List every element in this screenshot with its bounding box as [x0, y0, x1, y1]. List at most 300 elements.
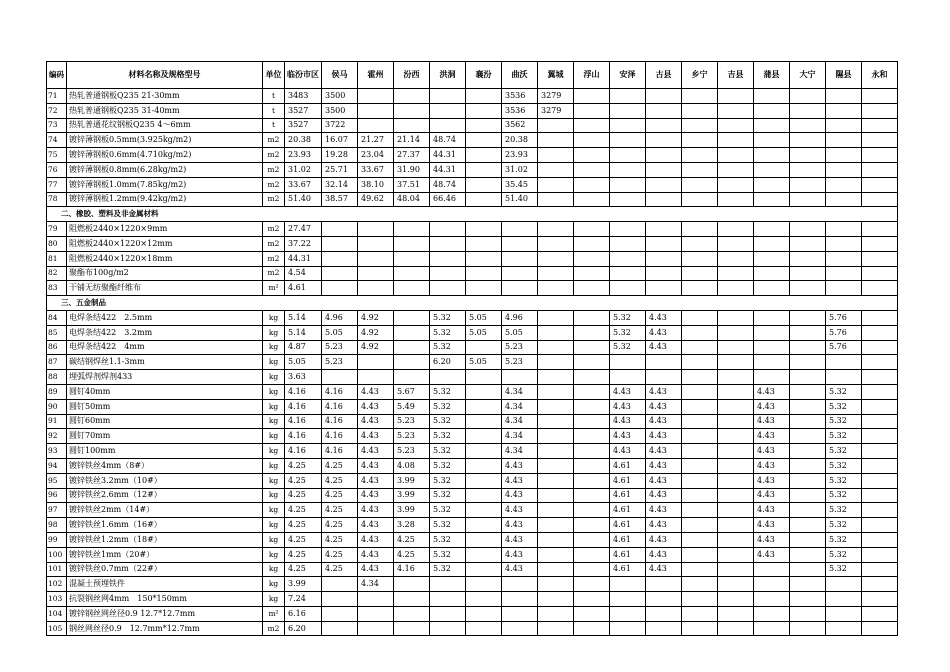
price-cell: 4.43: [646, 310, 682, 325]
price-cell: [826, 222, 862, 237]
price-cell: [538, 577, 574, 592]
price-cell: 4.61: [610, 488, 646, 503]
price-cell: [826, 118, 862, 133]
price-cell: 5.32: [826, 444, 862, 459]
price-cell: [682, 577, 718, 592]
price-cell: [466, 577, 502, 592]
price-cell: [646, 162, 682, 177]
price-cell: [682, 621, 718, 636]
price-cell: 5.32: [430, 532, 466, 547]
price-cell: [538, 133, 574, 148]
unit-cell: kg: [263, 414, 285, 429]
price-cell: [322, 222, 358, 237]
table-row: [47, 355, 898, 370]
price-cell: 4.61: [610, 518, 646, 533]
table-row: [47, 103, 898, 118]
column-header: 翼城: [538, 62, 574, 89]
item-code: 92: [47, 429, 67, 444]
price-cell: [322, 370, 358, 385]
price-cell: 4.43: [358, 547, 394, 562]
price-cell: [718, 355, 754, 370]
price-cell: [754, 236, 790, 251]
price-cell: 5.32: [826, 414, 862, 429]
price-cell: 4.43: [358, 414, 394, 429]
material-name: 混凝土预埋铁件: [67, 577, 263, 592]
price-cell: [826, 236, 862, 251]
unit-cell: kg: [263, 577, 285, 592]
price-cell: [826, 251, 862, 266]
section-row: [47, 207, 898, 222]
price-cell: 4.25: [285, 473, 322, 488]
price-cell: [682, 89, 718, 104]
price-cell: 44.31: [430, 148, 466, 163]
price-cell: [718, 103, 754, 118]
price-cell: [502, 621, 538, 636]
table-row: [47, 325, 898, 340]
price-cell: 5.32: [430, 325, 466, 340]
price-cell: [862, 222, 898, 237]
material-name: 圆钉60mm: [67, 414, 263, 429]
unit-cell: m2: [263, 177, 285, 192]
price-cell: 5.05: [322, 325, 358, 340]
material-name: 圆钉100mm: [67, 444, 263, 459]
price-cell: 23.04: [358, 148, 394, 163]
column-header: 曲沃: [502, 62, 538, 89]
price-cell: [610, 621, 646, 636]
table-row: [47, 429, 898, 444]
table-row: [47, 562, 898, 577]
price-cell: [394, 355, 430, 370]
price-cell: [322, 281, 358, 296]
material-name: 阻燃板2440×1220×12mm: [67, 236, 263, 251]
unit-cell: m2: [263, 192, 285, 207]
unit-cell: kg: [263, 518, 285, 533]
item-code: 74: [47, 133, 67, 148]
price-cell: 21.14: [394, 133, 430, 148]
price-cell: [862, 399, 898, 414]
price-cell: [790, 266, 826, 281]
price-cell: [790, 532, 826, 547]
price-cell: [358, 355, 394, 370]
price-cell: [538, 192, 574, 207]
price-cell: [574, 429, 610, 444]
material-name: 镀锌铁丝3.2mm（10#）: [67, 473, 263, 488]
price-cell: 4.43: [502, 473, 538, 488]
price-cell: 4.16: [285, 444, 322, 459]
price-cell: [394, 222, 430, 237]
price-cell: 5.05: [466, 355, 502, 370]
unit-cell: kg: [263, 532, 285, 547]
price-cell: [862, 518, 898, 533]
price-cell: 4.16: [322, 429, 358, 444]
price-cell: [826, 103, 862, 118]
price-cell: 16.07: [322, 133, 358, 148]
price-cell: 4.54: [285, 266, 322, 281]
item-code: 75: [47, 148, 67, 163]
price-cell: 4.43: [358, 503, 394, 518]
price-cell: [502, 606, 538, 621]
price-cell: [862, 458, 898, 473]
price-cell: 4.43: [754, 399, 790, 414]
price-cell: 3527: [285, 118, 322, 133]
price-cell: [826, 621, 862, 636]
price-cell: [862, 503, 898, 518]
price-cell: [358, 370, 394, 385]
unit-cell: kg: [263, 340, 285, 355]
price-cell: [718, 577, 754, 592]
item-code: 88: [47, 370, 67, 385]
price-cell: [574, 503, 610, 518]
material-name: 埋弧焊剂焊剂433: [67, 370, 263, 385]
table-row: [47, 177, 898, 192]
table-row: [47, 399, 898, 414]
price-cell: [862, 89, 898, 104]
price-cell: [826, 592, 862, 607]
price-cell: [466, 192, 502, 207]
item-code: 101: [47, 562, 67, 577]
price-cell: [502, 251, 538, 266]
price-cell: [682, 562, 718, 577]
price-cell: [610, 236, 646, 251]
price-cell: [538, 325, 574, 340]
material-name: 热轧普通花纹钢板Q235 4～6mm: [67, 118, 263, 133]
unit-cell: kg: [263, 488, 285, 503]
price-cell: [718, 384, 754, 399]
price-cell: 4.25: [322, 488, 358, 503]
price-cell: 4.43: [646, 429, 682, 444]
item-code: 96: [47, 488, 67, 503]
table-row: [47, 222, 898, 237]
price-cell: [574, 414, 610, 429]
price-cell: [826, 162, 862, 177]
material-name: 阻燃板2440×1220×18mm: [67, 251, 263, 266]
price-cell: [790, 325, 826, 340]
price-cell: [754, 592, 790, 607]
price-cell: [466, 236, 502, 251]
table-row: [47, 370, 898, 385]
column-header: 吉县: [718, 62, 754, 89]
price-cell: [862, 236, 898, 251]
price-cell: [718, 325, 754, 340]
price-cell: [682, 103, 718, 118]
price-cell: [826, 89, 862, 104]
price-cell: [682, 222, 718, 237]
price-cell: 48.74: [430, 177, 466, 192]
price-cell: 44.31: [430, 162, 466, 177]
price-cell: 6.20: [285, 621, 322, 636]
price-cell: 49.62: [358, 192, 394, 207]
price-cell: [394, 340, 430, 355]
price-cell: [790, 399, 826, 414]
price-cell: 4.25: [322, 532, 358, 547]
material-name: 圆钉40mm: [67, 384, 263, 399]
price-cell: [538, 310, 574, 325]
price-cell: [862, 310, 898, 325]
price-cell: [430, 236, 466, 251]
price-cell: [394, 577, 430, 592]
price-cell: 5.23: [322, 355, 358, 370]
price-cell: [358, 592, 394, 607]
price-cell: 5.32: [430, 414, 466, 429]
price-cell: [718, 192, 754, 207]
item-code: 83: [47, 281, 67, 296]
price-cell: [574, 458, 610, 473]
price-cell: [682, 606, 718, 621]
price-cell: [790, 488, 826, 503]
price-cell: 5.76: [826, 340, 862, 355]
price-cell: [358, 621, 394, 636]
price-cell: 5.32: [826, 429, 862, 444]
price-cell: [610, 162, 646, 177]
price-cell: [610, 281, 646, 296]
price-cell: [862, 148, 898, 163]
price-cell: [862, 621, 898, 636]
price-cell: [502, 222, 538, 237]
price-cell: [754, 370, 790, 385]
price-cell: [610, 370, 646, 385]
price-cell: [538, 399, 574, 414]
price-cell: 4.43: [502, 532, 538, 547]
unit-cell: kg: [263, 384, 285, 399]
price-cell: 4.43: [502, 458, 538, 473]
unit-cell: kg: [263, 399, 285, 414]
price-cell: [574, 148, 610, 163]
price-cell: [682, 488, 718, 503]
price-cell: [790, 177, 826, 192]
price-cell: [718, 340, 754, 355]
price-cell: [682, 473, 718, 488]
price-cell: 4.43: [358, 518, 394, 533]
price-cell: [466, 103, 502, 118]
table-row: [47, 310, 898, 325]
price-cell: [646, 370, 682, 385]
price-cell: [610, 118, 646, 133]
price-cell: 5.05: [466, 310, 502, 325]
price-cell: [574, 488, 610, 503]
price-cell: [682, 547, 718, 562]
item-code: 84: [47, 310, 67, 325]
price-cell: [862, 414, 898, 429]
unit-cell: m²: [263, 606, 285, 621]
price-cell: [574, 118, 610, 133]
price-cell: 5.32: [826, 503, 862, 518]
price-cell: [682, 281, 718, 296]
price-cell: [466, 621, 502, 636]
price-cell: 4.34: [502, 429, 538, 444]
price-cell: 48.74: [430, 133, 466, 148]
price-cell: [862, 281, 898, 296]
price-cell: [682, 162, 718, 177]
material-name: 热轧普通钢板Q235 31-40mm: [67, 103, 263, 118]
price-cell: [718, 562, 754, 577]
unit-cell: kg: [263, 429, 285, 444]
price-cell: [862, 488, 898, 503]
price-cell: 4.43: [610, 429, 646, 444]
price-cell: [502, 236, 538, 251]
price-cell: [574, 325, 610, 340]
price-cell: 3279: [538, 89, 574, 104]
price-cell: 4.08: [394, 458, 430, 473]
price-cell: [862, 266, 898, 281]
item-code: 100: [47, 547, 67, 562]
price-cell: 4.16: [322, 399, 358, 414]
price-cell: [574, 621, 610, 636]
material-name: 镀锌铁丝4mm（8#）: [67, 458, 263, 473]
price-cell: [862, 133, 898, 148]
price-cell: [538, 518, 574, 533]
price-cell: [790, 103, 826, 118]
price-cell: [862, 532, 898, 547]
price-cell: [466, 281, 502, 296]
price-cell: 3536: [502, 89, 538, 104]
price-cell: 4.92: [358, 325, 394, 340]
price-cell: [826, 192, 862, 207]
price-cell: [610, 89, 646, 104]
price-cell: [466, 473, 502, 488]
material-name: 镀锌铁丝1.6mm（16#）: [67, 518, 263, 533]
price-cell: [574, 444, 610, 459]
column-header: 编码: [47, 62, 67, 89]
table-row: [47, 162, 898, 177]
unit-cell: m2: [263, 266, 285, 281]
price-cell: [646, 281, 682, 296]
price-cell: [574, 236, 610, 251]
price-cell: [574, 133, 610, 148]
price-cell: [574, 192, 610, 207]
price-cell: [538, 414, 574, 429]
price-cell: [430, 592, 466, 607]
unit-cell: m2: [263, 236, 285, 251]
price-cell: [682, 592, 718, 607]
table-row: [47, 577, 898, 592]
price-cell: 5.32: [430, 444, 466, 459]
price-cell: 44.31: [285, 251, 322, 266]
price-cell: 3279: [538, 103, 574, 118]
price-cell: [610, 222, 646, 237]
material-name: 镀锌钢丝网丝径0.9 12.7*12.7mm: [67, 606, 263, 621]
price-cell: [682, 118, 718, 133]
price-cell: 4.25: [285, 458, 322, 473]
unit-cell: t: [263, 89, 285, 104]
price-cell: [862, 103, 898, 118]
price-cell: 3.28: [394, 518, 430, 533]
price-cell: 3.99: [394, 473, 430, 488]
price-cell: [574, 177, 610, 192]
price-cell: 4.25: [394, 532, 430, 547]
material-name: 碳结钢焊丝1.1-3mm: [67, 355, 263, 370]
price-cell: 4.43: [502, 518, 538, 533]
price-cell: 27.47: [285, 222, 322, 237]
price-cell: [862, 473, 898, 488]
price-cell: [754, 266, 790, 281]
price-cell: [466, 444, 502, 459]
table-row: [47, 148, 898, 163]
price-cell: [682, 325, 718, 340]
price-cell: [502, 281, 538, 296]
item-code: 80: [47, 236, 67, 251]
column-header: 蒲县: [754, 62, 790, 89]
price-cell: [538, 222, 574, 237]
price-cell: 4.43: [610, 399, 646, 414]
price-cell: 4.43: [358, 562, 394, 577]
price-cell: [862, 429, 898, 444]
table-row: [47, 444, 898, 459]
price-cell: [754, 133, 790, 148]
price-cell: [466, 458, 502, 473]
material-name: 电焊条结422 2.5mm: [67, 310, 263, 325]
price-cell: [538, 177, 574, 192]
price-cell: 5.05: [502, 325, 538, 340]
unit-cell: kg: [263, 325, 285, 340]
material-name: 镀锌薄钢板0.5mm(3.925kg/m2): [67, 133, 263, 148]
price-cell: [574, 592, 610, 607]
price-cell: [610, 592, 646, 607]
price-cell: [430, 251, 466, 266]
price-cell: 3.99: [394, 503, 430, 518]
price-cell: [754, 118, 790, 133]
item-code: 97: [47, 503, 67, 518]
price-cell: 5.32: [826, 547, 862, 562]
table-row: [47, 414, 898, 429]
price-cell: [718, 310, 754, 325]
price-cell: [862, 592, 898, 607]
price-cell: [790, 503, 826, 518]
price-cell: [610, 148, 646, 163]
price-cell: [682, 399, 718, 414]
price-cell: [394, 103, 430, 118]
price-cell: 66.46: [430, 192, 466, 207]
price-cell: [790, 429, 826, 444]
unit-cell: kg: [263, 444, 285, 459]
price-cell: [358, 89, 394, 104]
price-cell: [430, 577, 466, 592]
unit-cell: kg: [263, 592, 285, 607]
price-cell: 3.63: [285, 370, 322, 385]
price-cell: 4.34: [358, 577, 394, 592]
price-cell: [394, 281, 430, 296]
price-cell: [718, 473, 754, 488]
price-cell: 5.49: [394, 399, 430, 414]
price-cell: [538, 281, 574, 296]
price-cell: [646, 606, 682, 621]
price-cell: [430, 621, 466, 636]
price-cell: [466, 251, 502, 266]
price-cell: [718, 89, 754, 104]
price-cell: 4.25: [322, 458, 358, 473]
price-cell: 5.05: [466, 325, 502, 340]
price-cell: [574, 222, 610, 237]
price-cell: 51.40: [285, 192, 322, 207]
price-cell: [790, 444, 826, 459]
price-cell: [646, 621, 682, 636]
column-header: 乡宁: [682, 62, 718, 89]
price-cell: [502, 266, 538, 281]
price-cell: 3.99: [394, 488, 430, 503]
price-cell: [574, 473, 610, 488]
price-cell: 4.16: [322, 444, 358, 459]
table-header: [47, 62, 898, 89]
table-row: [47, 281, 898, 296]
price-cell: [430, 103, 466, 118]
price-cell: [862, 340, 898, 355]
price-cell: 4.25: [285, 518, 322, 533]
price-cell: 4.16: [394, 562, 430, 577]
price-cell: 5.32: [826, 473, 862, 488]
unit-cell: kg: [263, 458, 285, 473]
price-cell: 48.04: [394, 192, 430, 207]
material-name: 镀锌薄钢板0.8mm(6.28kg/m2): [67, 162, 263, 177]
price-cell: [574, 251, 610, 266]
